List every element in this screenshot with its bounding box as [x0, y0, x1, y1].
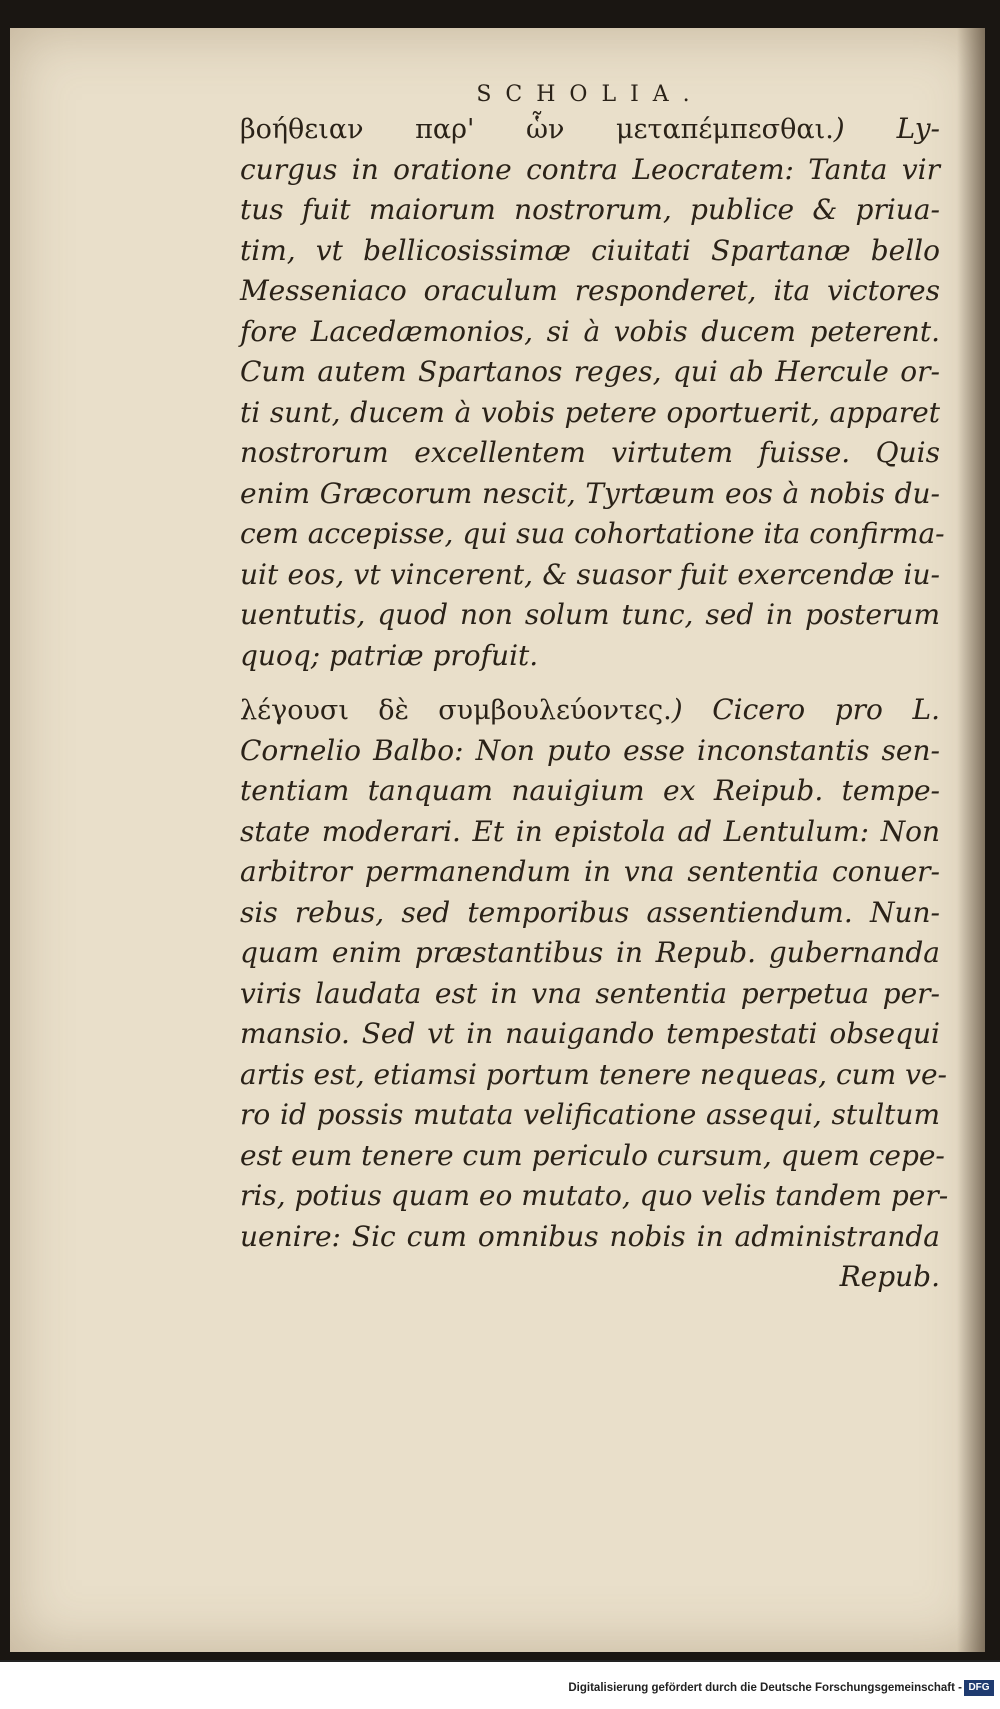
scan-bottom-edge: [0, 1660, 1000, 1662]
text-line: state moderari. Et in epistola ad Lentulum: Non: [240, 814, 940, 848]
text-line: artis est, etiamsi portum tenere nequeas, cum ve-: [240, 1057, 947, 1091]
page-spine-shadow: [957, 28, 985, 1652]
text-block: [240, 82, 949, 1298]
text-line: tentiam tanquam nauigium ex Reipub. tempe-: [240, 774, 940, 807]
text-line: ris, potius quam eo mutato, quo velis tandem per-: [240, 1179, 949, 1212]
paragraph-cicero: [240, 690, 949, 1298]
text-line: [240, 690, 940, 731]
running-head: SCHOLIA.: [476, 82, 704, 107]
text-line: uit eos, vt vincerent, & suasor fuit exercendæ iu-: [240, 557, 940, 591]
text-line: viris laudata est in vna sententia perpetua per-: [240, 976, 940, 1010]
text-line: Messeniaco oraculum responderet, ita victores: [240, 274, 940, 307]
line-text: ) Ly-: [833, 112, 940, 145]
line-text: ) Cicero pro L.: [671, 693, 940, 726]
text-line: sis rebus, sed temporibus assentiendum. Nun-: [240, 895, 940, 929]
paragraph-lycurgus: [240, 109, 945, 676]
catchword: Repub.: [839, 1260, 940, 1293]
text-line: nostrorum excellentem virtutem fuisse. Quis: [240, 436, 940, 469]
funding-credit: Digitalisierung gefördert durch die Deutsche Forschungsgemeinschaft -: [568, 1682, 962, 1694]
greek-lemma: βοήθειαν παρ' ὧν μεταπέμπεσθαι.: [240, 114, 834, 145]
text-line: [240, 109, 940, 150]
text-line: Cum autem Spartanos reges, qui ab Hercule or-: [240, 355, 940, 388]
text-line: cem accepisse, qui sua cohortatione ita confirma-: [240, 517, 945, 550]
greek-lemma: λέγουσι δὲ συμβουλεύοντες.: [240, 695, 672, 726]
text-line: quam enim præstantibus in Repub. gubernanda: [240, 936, 940, 969]
text-line: enim Græcorum nescit, Tyrtæum eos à nobis du-: [240, 476, 940, 510]
text-line: arbitror permanendum in vna sententia conuer-: [240, 855, 940, 888]
text-line: Cornelio Balbo: Non puto esse inconstantis sen-: [240, 733, 940, 767]
text-line: tim, vt bellicosissimæ ciuitati Spartanæ bello: [240, 233, 940, 267]
text-line: uenire: Sic cum omnibus nobis in administranda: [240, 1219, 940, 1253]
text-line: tus fuit maiorum nostrorum, publice & priua-: [240, 193, 940, 226]
text-line: fore Lacedæmonios, si à vobis ducem peterent.: [240, 314, 940, 348]
text-line: mansio. Sed vt in nauigando tempestati obsequi: [240, 1017, 940, 1050]
text-line: curgus in oratione contra Leocratem: Tanta vir: [240, 152, 940, 186]
text-line: uentutis, quod non solum tunc, sed in posterum: [240, 598, 940, 631]
text-line: quoq; patriæ profuit.: [240, 638, 539, 672]
text-line: ro id possis mutata velificatione assequi, stultum: [240, 1098, 940, 1131]
text-line: est eum tenere cum periculo cursum, quem cepe-: [240, 1138, 945, 1172]
text-line: ti sunt, ducem à vobis petere oportuerit, apparet: [240, 395, 940, 429]
dfg-logo-icon: DFG: [964, 1680, 994, 1696]
